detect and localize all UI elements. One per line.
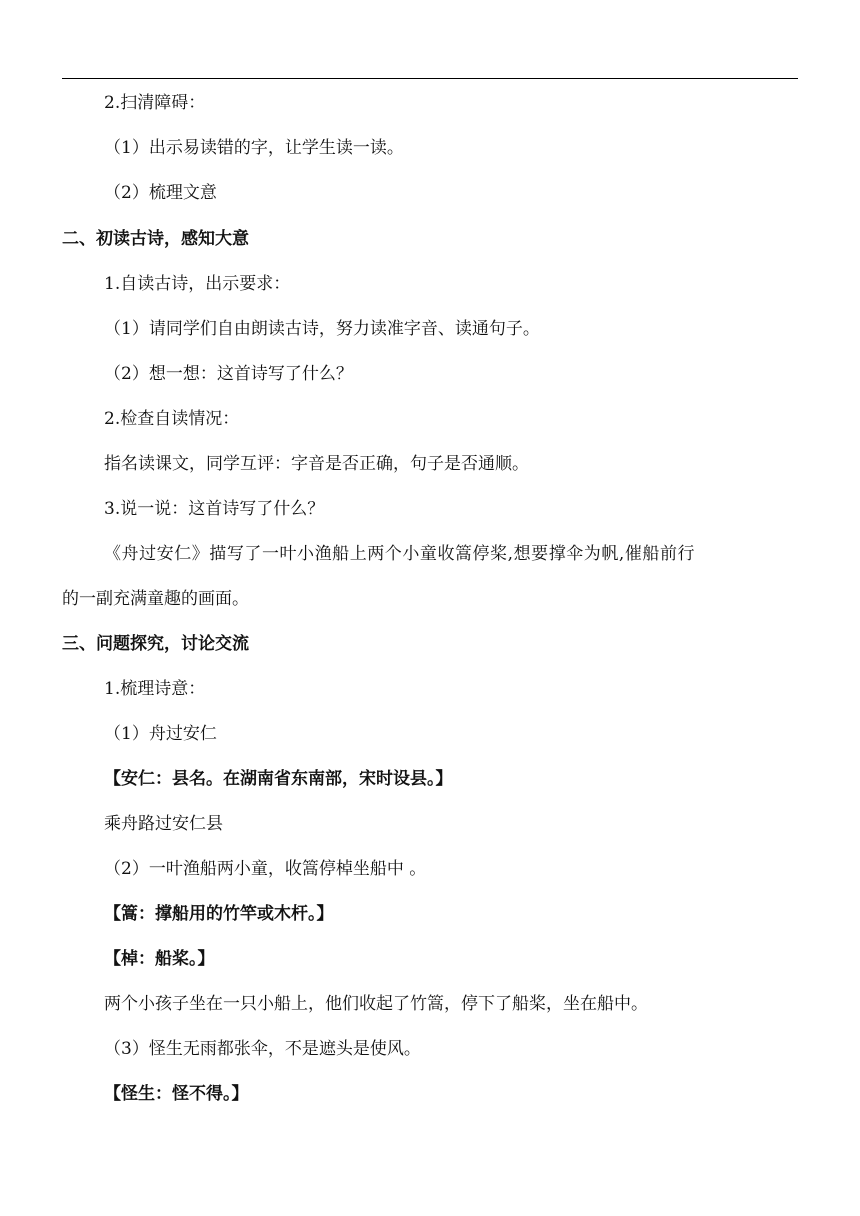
note-guaisheng: 【怪生：怪不得。】 — [104, 1084, 249, 1104]
step-sort-poem: 1.梳理诗意： — [104, 679, 206, 699]
substep-show-words: （1）出示易读错的字，让学生读一读。 — [104, 138, 404, 158]
poem-line-1: （2）一叶渔船两小童，收篙停棹坐船中 。 — [104, 859, 427, 879]
step-check-reading: 2.检查自读情况： — [104, 409, 240, 429]
step-clear-obstacles: 2.扫清障碍： — [104, 93, 206, 113]
substep-sort-meaning: （2）梳理文意 — [104, 183, 217, 203]
step-self-read: 1.自读古诗，出示要求： — [104, 274, 291, 294]
note-zhao: 【棹：船桨。】 — [104, 949, 215, 969]
poem-line-title: （1）舟过安仁 — [104, 724, 217, 744]
paragraph-summary-line2: 的一副充满童趣的画面。 — [62, 589, 249, 609]
translation-line-1: 两个小孩子坐在一只小船上，他们收起了竹篙，停下了船桨，坐在船中。 — [104, 994, 648, 1014]
translation-title: 乘舟路过安仁县 — [104, 814, 223, 834]
paragraph-peer-review: 指名读课文，同学互评：字音是否正确，句子是否通顺。 — [104, 454, 529, 474]
note-anren: 【安仁：县名。在湖南省东南部，宋时设县。】 — [104, 769, 453, 789]
note-gao: 【篙：撑船用的竹竿或木杆。】 — [104, 904, 334, 924]
substep-read-aloud: （1）请同学们自由朗读古诗，努力读准字音、读通句子。 — [104, 319, 540, 339]
section-heading-3: 三、问题探究，讨论交流 — [62, 634, 249, 654]
poem-line-2: （3）怪生无雨都张伞，不是遮头是使风。 — [104, 1039, 421, 1059]
section-heading-2: 二、初读古诗，感知大意 — [62, 229, 249, 249]
substep-think: （2）想一想：这首诗写了什么？ — [104, 364, 353, 384]
step-say: 3.说一说：这首诗写了什么？ — [104, 499, 325, 519]
paragraph-summary-line1: 《舟过安仁》描写了一叶小渔船上两个小童收篙停桨,想要撑伞为帆,催船前行 — [104, 544, 696, 564]
header-rule — [62, 78, 798, 79]
